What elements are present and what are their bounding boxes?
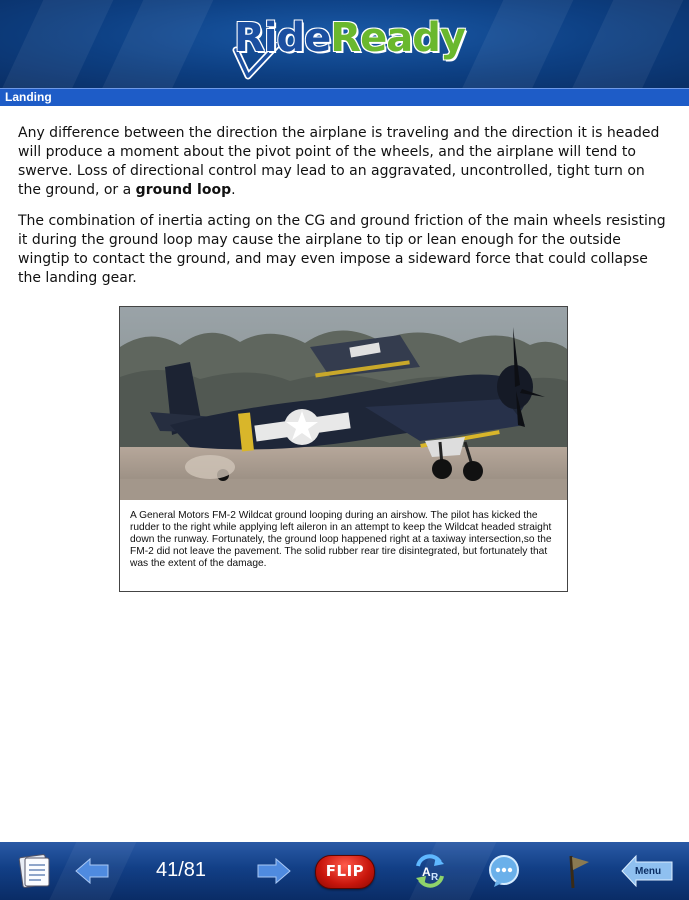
refresh-icon [410, 852, 450, 890]
next-page-button[interactable] [254, 842, 294, 900]
flag-icon [563, 852, 593, 890]
svg-text:A: A [422, 865, 431, 879]
arrow-right-icon [256, 857, 292, 885]
notes-icon [17, 852, 53, 890]
logo-ready: Ready [330, 15, 465, 61]
paragraph-2: The combination of inertia acting on the CG and ground friction of the main wheels resisting it during the ground loop may cause the airplane to tip or lean enough for the outside wingtip to contact the ground, and may even impose a sideward force that could collapse the landing gear. [18, 213, 666, 286]
menu-button[interactable] [618, 842, 676, 900]
menu-button-graphic [620, 853, 674, 889]
chat-icon [486, 853, 522, 889]
previous-page-button[interactable] [72, 842, 112, 900]
flip-button[interactable] [315, 855, 375, 889]
section-title: Landing [5, 90, 52, 104]
header-decoration [553, 0, 689, 88]
section-bar [0, 88, 689, 106]
paragraph-1-end: . [231, 182, 236, 198]
paragraph-1 [18, 124, 670, 200]
app-header [0, 0, 689, 88]
logo-ride: Ride [234, 15, 331, 61]
figure-caption: A General Motors FM-2 Wildcat ground looping during an airshow. The pilot has kicked the rudder to the right while applying left aileron in an attempt to keep the Wildcat headed straight down the runway. Fortunately, the ground loop happened right at a taxiway intersection,so the FM-2 did not leave the pavement. The solid rubber rear tire disintegrated, but fortunately that was the extent of the damage. [130, 510, 552, 569]
lesson-content [18, 124, 670, 300]
logo-text [234, 14, 465, 62]
figure [119, 306, 568, 592]
bottom-toolbar [0, 842, 689, 900]
arrow-left-icon [74, 857, 110, 885]
menu-label: Menu [635, 866, 662, 877]
ground-loop-term: ground loop [135, 182, 232, 198]
wildcat-photo[interactable] [120, 307, 567, 500]
chat-button[interactable] [484, 842, 524, 900]
paragraph-1-text: Any difference between the direction the airplane is traveling and the direction it is headed will produce a moment about the pivot point of the wheels, and the airplane will tend to swerve. Loss of directional control may lead to an aggravated, uncontrolled, tight turn on the ground, or a [18, 125, 660, 198]
page-counter: 41/81 [155, 859, 207, 881]
refresh-button[interactable] [408, 842, 452, 900]
svg-text:R: R [431, 872, 439, 883]
flip-label: FLIP [325, 862, 365, 880]
notes-button[interactable] [14, 842, 56, 900]
ride-ready-logo [232, 14, 465, 80]
wildcat-airplane-illustration [120, 307, 567, 500]
bookmark-flag-button[interactable] [558, 842, 598, 900]
